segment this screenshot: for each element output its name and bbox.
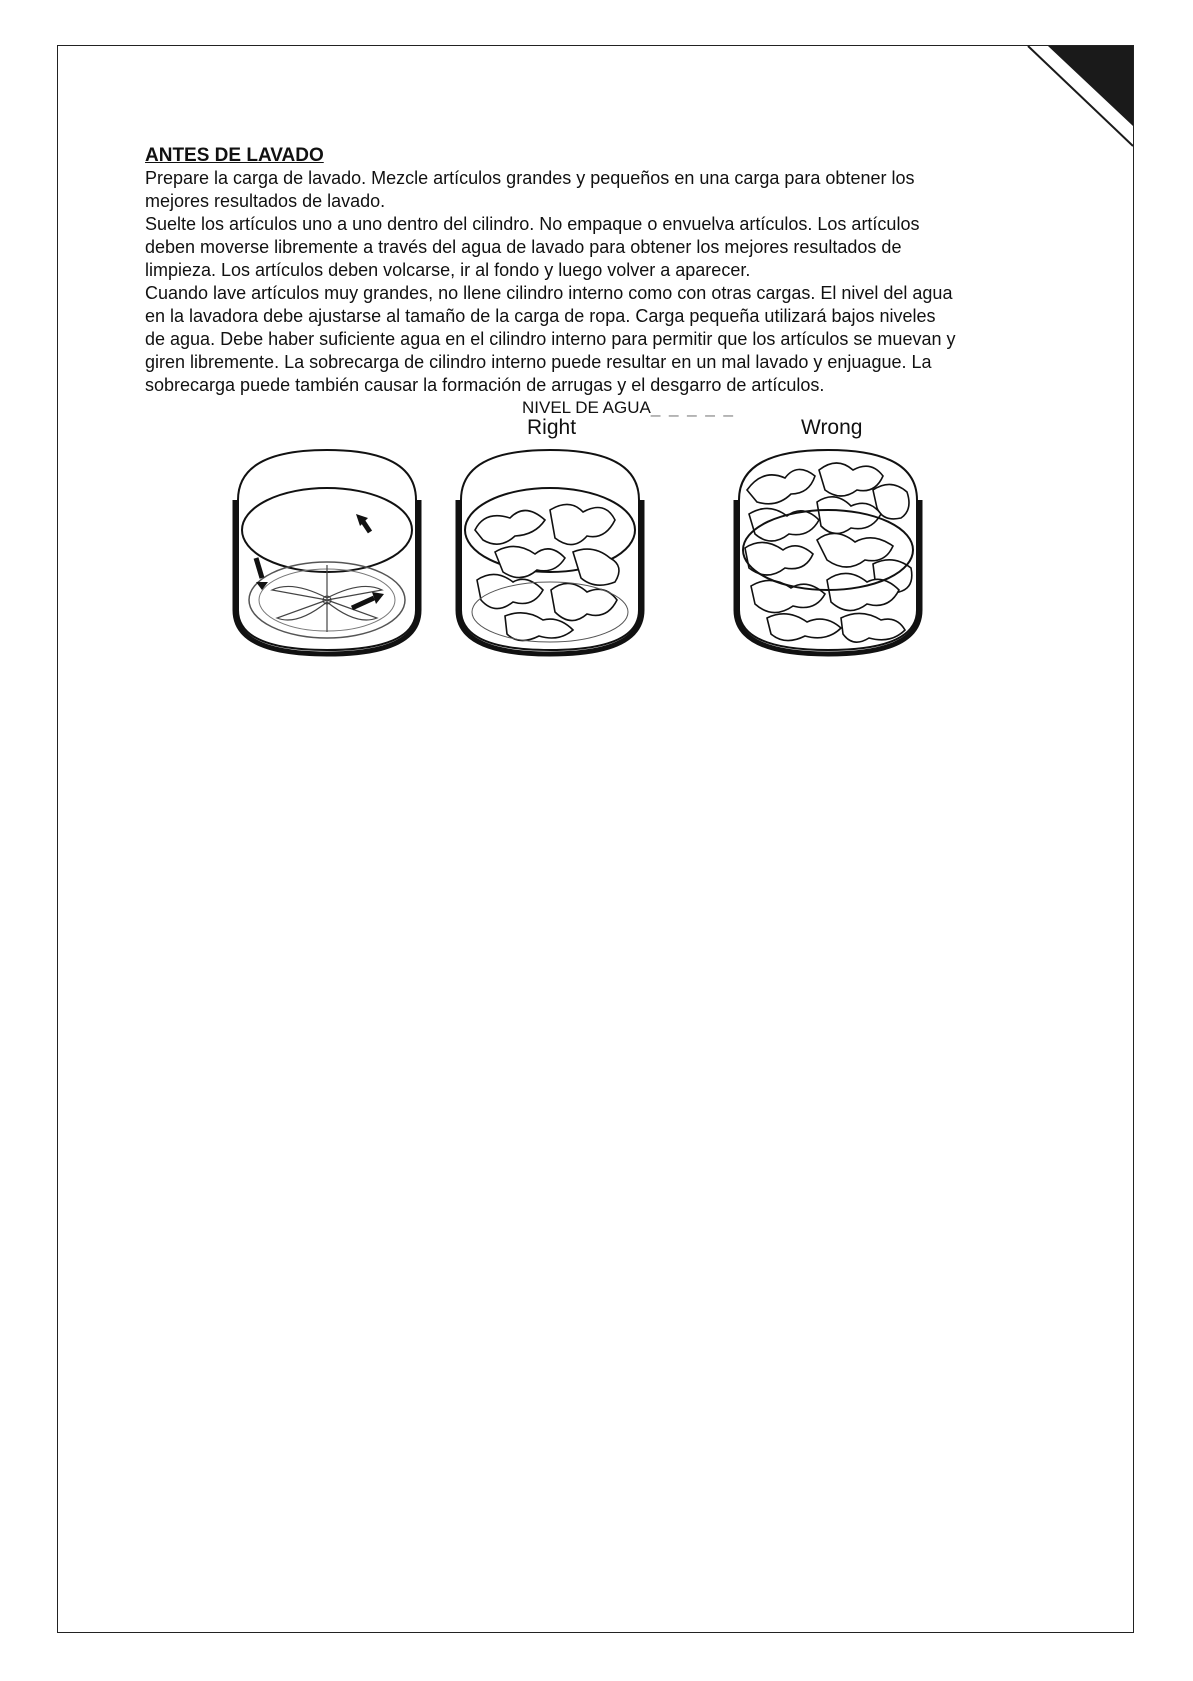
instructions-section: [145, 144, 1065, 397]
caption-dashes: _ _ _ _ _: [650, 398, 735, 417]
paragraph-line: giren libremente. La sobrecarga de cilindro interno puede resultar en un mal lavado y enjuague. La: [145, 352, 932, 372]
paragraph-line: sobrecarga puede también causar la formación de arrugas y el desgarro de artículos.: [145, 375, 825, 395]
paragraph-line: limpieza. Los artículos deben volcarse, ir al fondo y luego volver a aparecer.: [145, 260, 751, 280]
correct-load-tub-illustration: [455, 440, 645, 660]
paragraph-prepare: [145, 167, 1065, 213]
paragraph-line: mejores resultados de lavado.: [145, 191, 386, 211]
paragraph-line: Suelte los artículos uno a uno dentro del cilindro. No empaque o envuelva artículos. Los artículos: [145, 214, 920, 234]
paragraph-large-items: [145, 282, 1065, 397]
paragraph-line: Cuando lave artículos muy grandes, no llene cilindro interno como con otras cargas. El nivel del agua: [145, 283, 953, 303]
right-label: Right: [527, 416, 577, 439]
paragraph-line: en la lavadora debe ajustarse al tamaño de la carga de ropa. Carga pequeña utilizará bajos niveles: [145, 306, 936, 326]
section-heading: ANTES DE LAVADO: [145, 145, 324, 166]
paragraph-line: de agua. Debe haber suficiente agua en el cilindro interno para permitir que los artículos se muevan y: [145, 329, 956, 349]
paragraph-line: deben moverse libremente a través del agua de lavado para obtener los mejores resultados de: [145, 237, 902, 257]
wrong-label: Wrong: [801, 416, 863, 439]
caption-text: NIVEL DE AGUA: [522, 398, 651, 417]
water-level-caption: [522, 398, 735, 418]
page-corner-tab: [993, 46, 1133, 156]
empty-tub-illustration: [232, 440, 422, 660]
overloaded-tub-illustration: [733, 440, 923, 660]
paragraph-line: Prepare la carga de lavado. Mezcle artículos grandes y pequeños en una carga para obtener los: [145, 168, 915, 188]
paragraph-load: [145, 213, 1065, 282]
